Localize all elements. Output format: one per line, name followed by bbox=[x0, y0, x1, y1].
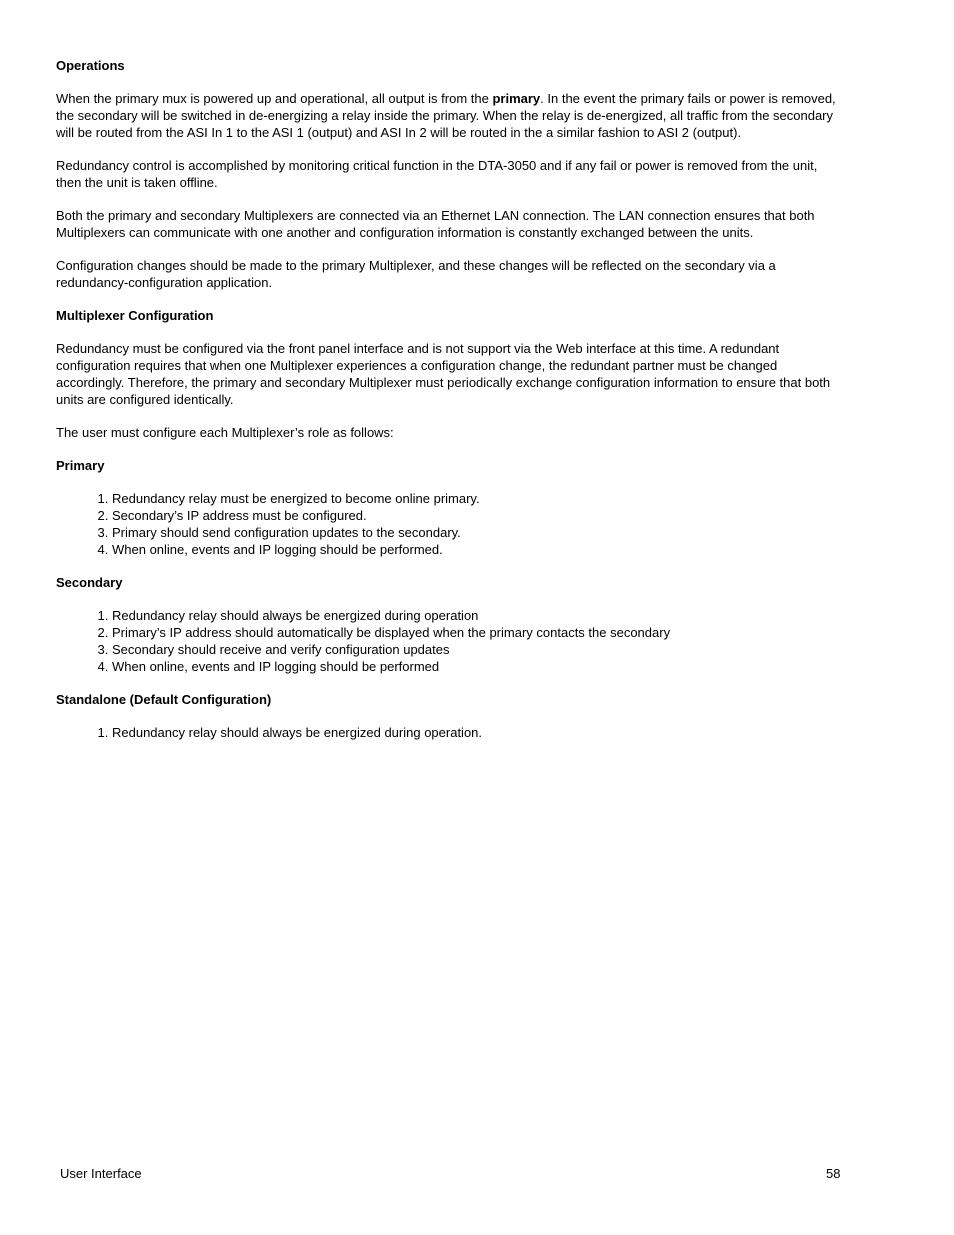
primary-list bbox=[56, 490, 846, 558]
operations-p1-text: When the primary mux is powered up and operational, all output is from the bbox=[56, 91, 493, 106]
heading-multiplexer-configuration: Multiplexer Configuration bbox=[56, 308, 214, 323]
footer-section-title: User Interface bbox=[60, 1166, 142, 1181]
list-item: 3. Primary should send configuration updates to the secondary. bbox=[112, 524, 846, 541]
standalone-list bbox=[56, 724, 846, 741]
operations-paragraph-4: Configuration changes should be made to the primary Multiplexer, and these changes will be reflected on the secondary via a redundancy-configuration application. bbox=[56, 258, 776, 290]
heading-secondary: Secondary bbox=[56, 575, 123, 590]
list-item: 1. Redundancy relay should always be energized during operation. bbox=[112, 724, 846, 741]
footer-page-number: 58 bbox=[826, 1166, 841, 1181]
list-item: 4. When online, events and IP logging should be performed. bbox=[112, 541, 846, 558]
secondary-list bbox=[56, 607, 846, 675]
document-page bbox=[56, 57, 846, 757]
heading-operations: Operations bbox=[56, 58, 125, 73]
operations-paragraph-3: Both the primary and secondary Multiplexers are connected via an Ethernet LAN connection. The LAN connection ensures that both Multiplexers can communicate with one another and configuration information is constantly exchanged between the units. bbox=[56, 208, 815, 240]
heading-primary: Primary bbox=[56, 458, 105, 473]
list-item: 4. When online, events and IP logging should be performed bbox=[112, 658, 846, 675]
operations-p1-bold: primary bbox=[492, 91, 541, 106]
operations-p1-text-2: . In the event the primary fails or power is removed, the secondary will be switched in de-energizing a relay inside the primary. When the relay is de-energized, all traffic from the secondary will be routed from the ASI In 1 to the ASI 1 (output) and ASI In 2 will be routed in the a similar fashion to ASI 2 (output). bbox=[56, 91, 836, 140]
mux-config-paragraph-1: Redundancy must be configured via the front panel interface and is not support via the Web interface at this time. A redundant configuration requires that when one Multiplexer experiences a configuration change, the redundant partner must be changed accordingly. Therefore, the primary and secondary Multiplexer must periodically exchange configuration information to ensure that both units are configured identically. bbox=[56, 341, 831, 407]
list-item: 1. Redundancy relay must be energized to become online primary. bbox=[112, 490, 846, 507]
heading-standalone: Standalone (Default Configuration) bbox=[56, 692, 272, 707]
operations-paragraph-2: Redundancy control is accomplished by monitoring critical function in the DTA-3050 and if any fail or power is removed from the unit, then the unit is taken offline. bbox=[56, 158, 818, 190]
list-item: 2. Secondary’s IP address must be configured. bbox=[112, 507, 846, 524]
operations-paragraph-1 bbox=[56, 90, 846, 141]
list-item: 2. Primary’s IP address should automatically be displayed when the primary contacts the secondary bbox=[112, 624, 846, 641]
mux-config-paragraph-2: The user must configure each Multiplexer’s role as follows: bbox=[56, 425, 394, 440]
list-item: 3. Secondary should receive and verify configuration updates bbox=[112, 641, 846, 658]
list-item: 1. Redundancy relay should always be energized during operation bbox=[112, 607, 846, 624]
